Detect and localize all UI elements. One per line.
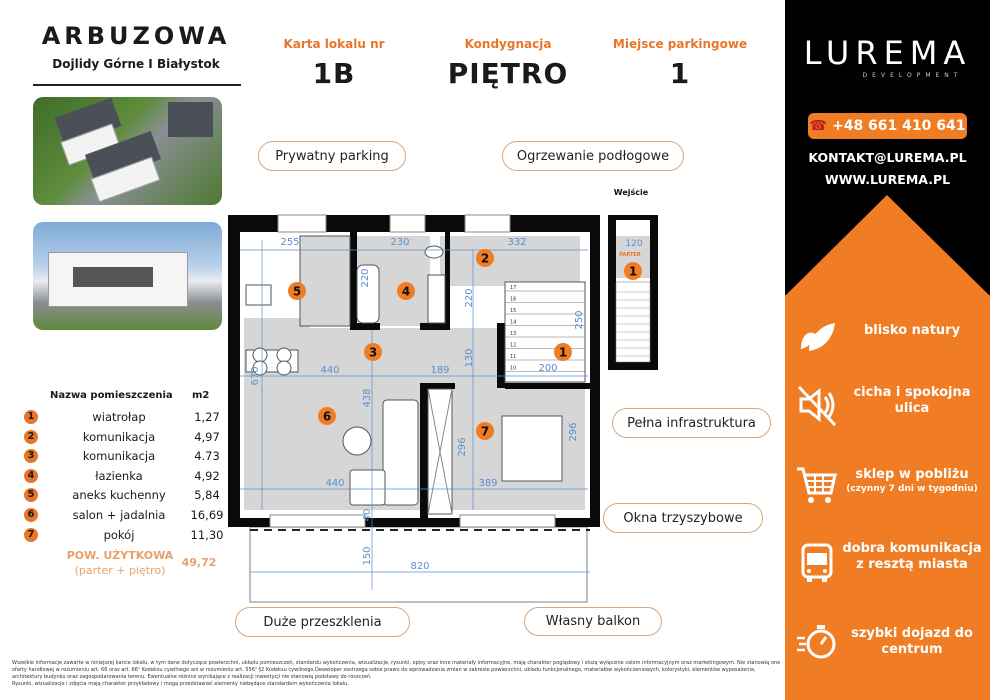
coffee-table	[343, 427, 371, 455]
stair-step-number: 11	[510, 354, 517, 360]
floor-label: Kondygnacja	[464, 37, 552, 51]
toilet	[425, 246, 443, 258]
mute-speaker-icon	[795, 383, 839, 427]
email-link[interactable]: KONTAKT@LUREMA.PL	[808, 150, 967, 165]
room-marker-number: 7	[480, 424, 490, 439]
room-number-badge: 3	[24, 449, 38, 463]
room-name: komunikacja	[82, 449, 156, 464]
room-marker-number: 4	[401, 284, 411, 299]
room-marker-number: 5	[292, 284, 302, 299]
bus-icon	[795, 541, 839, 585]
perk-subtext: (czynny 7 dni w tygodniu)	[846, 484, 978, 494]
dimension-label: 40	[362, 508, 373, 522]
perk-item	[785, 620, 990, 680]
dimension-label: 220	[464, 288, 475, 308]
feature-private-parking: Prywatny parking	[258, 141, 406, 171]
brand-logo: LUREMA	[803, 34, 972, 72]
room-name: pokój	[103, 527, 135, 542]
room-name: wiatrołap	[92, 410, 146, 424]
contact-sidebar	[785, 0, 990, 700]
room-area: 4,97	[194, 429, 220, 444]
room-number-badge: 7	[24, 528, 38, 542]
phone-button[interactable]	[808, 113, 967, 139]
room-number-badge: 5	[24, 488, 38, 502]
perk-text: dobra komunikacja z resztą miasta	[842, 541, 982, 572]
project-title: ARBUZOWA	[41, 22, 231, 50]
sink	[428, 275, 445, 323]
perk-text: sklep w pobliżu	[855, 467, 969, 482]
room-area: 5,84	[194, 488, 220, 503]
unit-number-value: 1B	[312, 57, 356, 90]
dimension-label: 150	[362, 546, 373, 566]
room-marker-number: 2	[480, 251, 490, 266]
parking-value: 1	[669, 57, 691, 90]
dim-label: 120	[625, 239, 643, 249]
room-area: 16,69	[190, 508, 224, 522]
perk-item	[785, 463, 990, 523]
stair-step-number: 14	[510, 319, 517, 326]
floor-value: PIĘTRO	[447, 57, 569, 90]
project-location: Dojlidy Górne I Białystok	[52, 57, 220, 71]
perk-text: szybki dojazd do centrum	[851, 626, 973, 657]
stair-step-number: 17	[510, 285, 517, 291]
perk-item	[785, 383, 990, 443]
total-area-label: POW. UŻYTKOWA	[66, 549, 174, 562]
dimension-label: 296	[457, 437, 468, 457]
orange-triangle-decoration	[785, 195, 990, 296]
perk-text: blisko natury	[863, 323, 961, 338]
cooktop	[246, 285, 271, 305]
stopwatch-icon	[795, 620, 839, 664]
entrance-label: Wejście	[613, 188, 649, 197]
dimension-label: 189	[430, 365, 450, 376]
disclaimer-text: Rysunki, wizualizacje i zdjęcia mają charakter przykładowy i mogą przedstawiać elementy niebędące standardem wykończenia lokalu.	[12, 681, 349, 687]
unit-number-label: Karta lokalu nr	[283, 37, 385, 51]
room-area: 11,30	[190, 527, 224, 542]
room-name: komunikacja	[82, 429, 156, 444]
stair-step-number: 15	[510, 308, 517, 314]
room-marker-number: 1	[628, 264, 638, 279]
stair-step-number: 10	[510, 365, 517, 372]
phone-number: +48 661 410 641	[831, 118, 966, 134]
dimension-label: 820	[410, 561, 430, 572]
bed	[502, 416, 562, 481]
total-area-value: 49,72	[181, 556, 217, 569]
disclaimer-text: Wszelkie informacje zawarte w niniejszej karcie lokalu, w tym dane dotyczące powierzchni, układu pomieszczeń, standardu wykończenia, wizualizacje, rysunki, opisy oraz inne materiały informacyjne, mają charakter poglądowy i służą wyłącznie celom informacyjnym oraz marketingowym. Nie stanowią one oferty handlowej w rozumieniu art. 66 oraz art. 66¹ Kodeksu cywilnego ani w rozumieniu art. 556¹ §2 Kodeksu cywilnego.Deweloper zastrzega sobie prawo do wprowadzania zmian w zakresie powierzchni, układu funkcjonalnego, materiałów wykończeniowych, kolorystyki, elementów wyposażenia, architektury budynku oraz zagospodarowania terenu. Ewentualne różnice wynikające z realizacji inwestycji nie stanowią podstawy do roszczeń.	[12, 660, 781, 680]
perk-text: cicha i spokojna ulica	[853, 385, 971, 416]
room-name: łazienka	[95, 468, 143, 483]
dimension-label: 200	[538, 363, 558, 374]
feature-triple-glazing: Okna trzyszybowe	[603, 503, 763, 533]
dimension-label: 670	[250, 366, 261, 386]
room-number-badge: 2	[24, 430, 38, 444]
room-area: 4.73	[194, 449, 220, 464]
room-name: salon + jadalnia	[72, 508, 166, 522]
disclaimer	[12, 660, 782, 688]
parking-label: Miejsce parkingowe	[612, 37, 748, 51]
perk-item	[785, 315, 990, 375]
dimension-label: 230	[390, 237, 410, 248]
feature-infrastructure: Pełna infrastruktura	[612, 408, 771, 438]
stair-step-number: 16	[510, 296, 517, 303]
dimension-label: 389	[478, 478, 498, 489]
room-number-badge: 4	[24, 469, 38, 483]
cart-icon	[795, 463, 839, 507]
feature-floor-heating: Ogrzewanie podłogowe	[502, 141, 684, 171]
website-link[interactable]: WWW.LUREMA.PL	[824, 172, 951, 187]
dimension-label: 332	[507, 237, 527, 248]
room-marker-number: 6	[322, 409, 332, 424]
col-header-area: m2	[192, 390, 210, 401]
dimension-label: 130	[464, 348, 475, 368]
dimension-label: 438	[362, 388, 373, 408]
parter-label: PARTER	[619, 252, 641, 258]
dimension-label: 220	[360, 268, 371, 288]
stair-step-number: 12	[510, 342, 517, 349]
room-number-badge: 1	[24, 410, 38, 424]
dimension-label: 255	[280, 237, 300, 248]
feature-balcony: Własny balkon	[524, 607, 662, 636]
feature-large-windows: Duże przeszklenia	[235, 607, 410, 637]
dimension-label: 296	[568, 422, 579, 442]
brand-logo-sub: DEVELOPMENT	[862, 72, 963, 79]
phone-icon: ☎	[809, 118, 827, 134]
perks-panel	[785, 295, 990, 700]
dimension-label: 250	[574, 310, 585, 330]
room-name: aneks kuchenny	[72, 488, 166, 503]
room-area: 4,92	[194, 468, 220, 483]
stair-step-number: 13	[510, 331, 517, 337]
room-number-badge: 6	[24, 508, 38, 522]
perk-item	[785, 541, 990, 601]
room-area: 1,27	[194, 410, 220, 424]
dimension-label: 440	[325, 478, 345, 489]
col-header-name: Nazwa pomieszczenia	[50, 390, 173, 401]
dimension-label: 440	[320, 365, 340, 376]
total-area-sub: (parter + piętro)	[74, 564, 166, 577]
leaf-icon	[795, 315, 839, 359]
room-marker-number: 1	[558, 345, 568, 360]
room-marker-number: 3	[368, 345, 378, 360]
